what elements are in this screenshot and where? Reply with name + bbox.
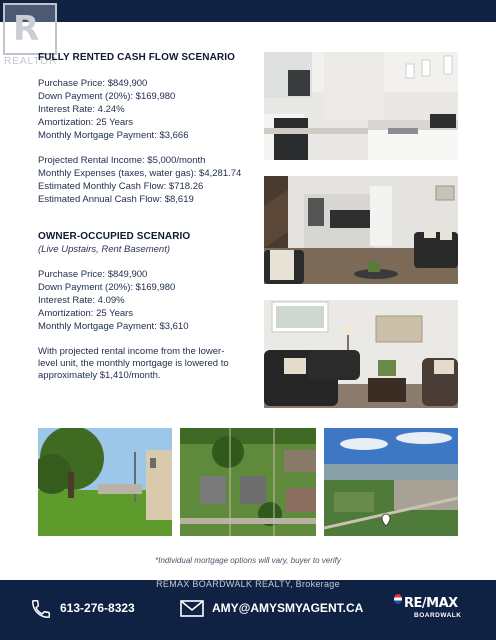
owner-scenario-subtitle: (Live Upstairs, Rent Basement): [38, 244, 170, 255]
realtor-watermark-text: REALTOR: [4, 56, 58, 67]
rented-scenario-title: FULLY RENTED CASH FLOW SCENARIO: [38, 52, 235, 63]
brokerage-text: REMAX BOARDWALK REALTY, Brokerage: [156, 579, 340, 589]
aerial-neighbourhood-photo: [324, 428, 458, 536]
rented-mortgage-payment: Monthly Mortgage Payment: $3,666: [38, 130, 189, 141]
remax-sub-text: BOARDWALK: [414, 612, 462, 619]
owner-scenario-title: OWNER-OCCUPIED SCENARIO: [38, 231, 191, 242]
remax-brand-text: RE/MAX: [404, 596, 458, 611]
rented-annual-cash-flow: Estimated Annual Cash Flow: $8,619: [38, 194, 194, 205]
remax-logo: [398, 592, 478, 626]
phone-number[interactable]: 613-276-8323: [60, 601, 135, 615]
mail-icon: [180, 600, 204, 617]
rented-monthly-expenses: Monthly Expenses (taxes, water gas): $4,281.74: [38, 168, 242, 179]
phone-icon: [30, 598, 52, 620]
rented-interest-rate: Interest Rate: 4.24%: [38, 104, 125, 115]
backyard-photo: [38, 428, 172, 536]
disclaimer-footnote: *Individual mortgage options will vary, buyer to verify: [155, 556, 341, 565]
aerial-lot-photo: [180, 428, 316, 536]
owner-mortgage-payment: Monthly Mortgage Payment: $3,610: [38, 321, 189, 332]
owner-amortization: Amortization: 25 Years: [38, 308, 134, 319]
top-banner: [0, 0, 496, 22]
owner-down-payment: Down Payment (20%): $169,980: [38, 282, 176, 293]
rented-rental-income: Projected Rental Income: $5,000/month: [38, 155, 206, 166]
email-address[interactable]: AMY@AMYSMYAGENT.CA: [212, 601, 364, 615]
owner-rental-note: With projected rental income from the lower-level unit, the monthly mortgage is lowered to approximately $1,410/month.: [38, 346, 229, 381]
remax-balloon-icon: [394, 594, 402, 604]
rented-down-payment: Down Payment (20%): $169,980: [38, 91, 176, 102]
kitchen-photo: [264, 52, 458, 160]
owner-purchase-price: Purchase Price: $849,900: [38, 269, 148, 280]
rented-monthly-cash-flow: Estimated Monthly Cash Flow: $718.26: [38, 181, 204, 192]
living-room-photo: [264, 300, 458, 408]
realtor-logo-icon: R: [3, 3, 57, 55]
basement-living-photo: [264, 176, 458, 284]
rented-amortization: Amortization: 25 Years: [38, 117, 134, 128]
owner-interest-rate: Interest Rate: 4.09%: [38, 295, 125, 306]
rented-purchase-price: Purchase Price: $849,900: [38, 78, 148, 89]
